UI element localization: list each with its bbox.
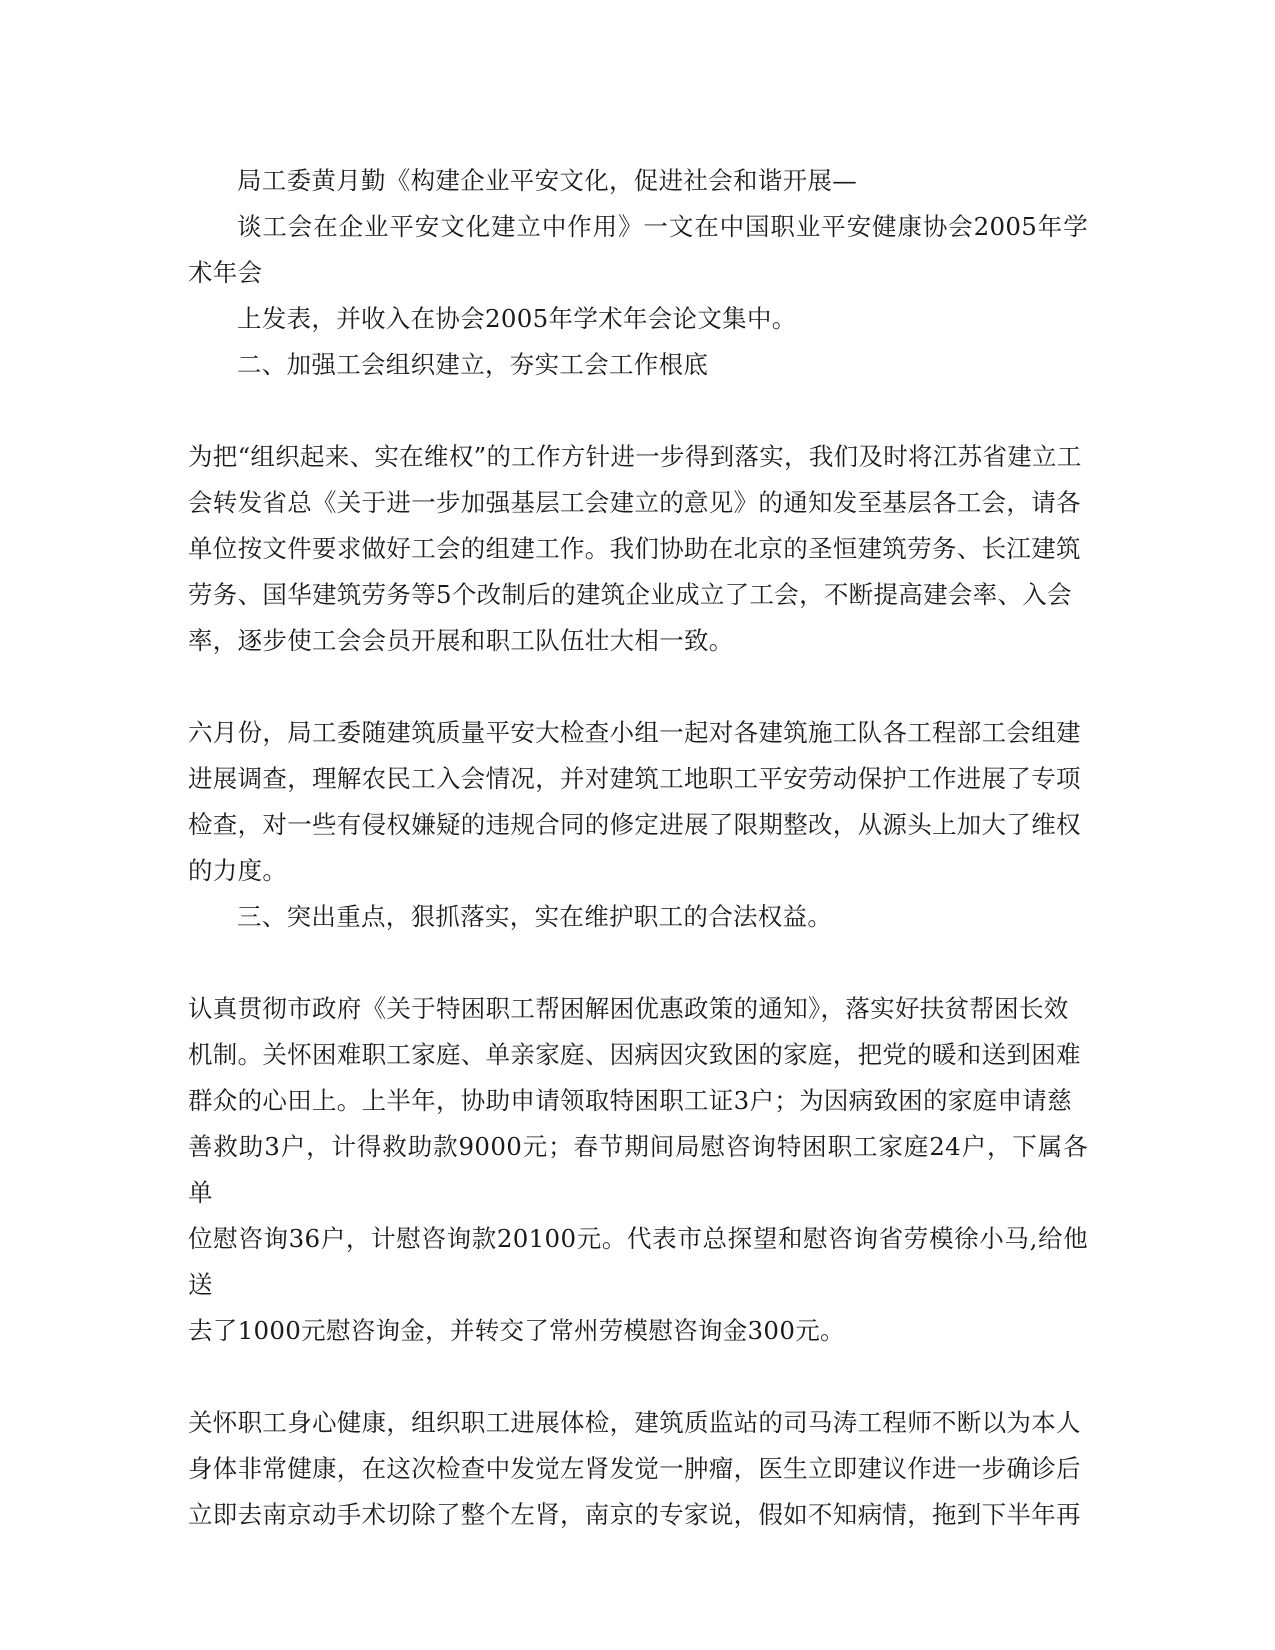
text-line: 谈工会在企业平安文化建立中作用》一文在中国职业平安健康协会2005年学术年会 — [188, 212, 1088, 287]
text-line: 关怀职工身心健康，组织职工进展体检，建筑质监站的司马涛工程师不断以为本人 — [188, 1408, 1081, 1437]
text-line: 三、突出重点，狠抓落实，实在维护职工的合法权益。 — [237, 902, 833, 931]
text-line: 会转发省总《关于进一步加强基层工会建立的意见》的通知发至基层各工会，请各 — [188, 488, 1081, 517]
text-line: 群众的心田上。上半年，协助申请领取特困职工证3户；为因病致困的家庭申请慈 — [188, 1086, 1072, 1115]
text-line: 位慰咨询36户，计慰咨询款20100元。代表市总探望和慰咨询省劳模徐小马,给他送 — [188, 1224, 1088, 1299]
text-line: 为把“组织起来、实在维权”的工作方针进一步得到落实，我们及时将江苏省建立工 — [188, 442, 1082, 471]
document-body — [188, 158, 1088, 1538]
text-line: 六月份，局工委随建筑质量平安大检查小组一起对各建筑施工队各工程部工会组建 — [188, 718, 1081, 747]
text-line: 二、加强工会组织建立，夯实工会工作根底 — [237, 350, 709, 379]
paragraph — [188, 986, 1088, 1354]
text-line: 局工委黄月勤《构建企业平安文化，促进社会和谐开展— — [237, 166, 857, 195]
paragraph — [188, 158, 1088, 342]
text-line: 上发表，并收入在协会2005年学术年会论文集中。 — [237, 304, 797, 333]
text-line: 立即去南京动手术切除了整个左肾，南京的专家说，假如不知病情，拖到下半年再 — [188, 1500, 1081, 1529]
text-line: 进展调查，理解农民工入会情况，并对建筑工地职工平安劳动保护工作进展了专项 — [188, 764, 1081, 793]
text-line: 善救助3户，计得救助款9000元；春节期间局慰咨询特困职工家庭24户，下属各单 — [188, 1132, 1088, 1207]
text-line: 身体非常健康，在这次检查中发觉左肾发觉一肿瘤，医生立即建议作进一步确诊后 — [188, 1454, 1081, 1483]
text-line: 劳务、国华建筑劳务等5个改制后的建筑企业成立了工会，不断提高建会率、入会 — [188, 580, 1072, 609]
paragraph — [188, 1400, 1088, 1538]
text-line: 单位按文件要求做好工会的组建工作。我们协助在北京的圣恒建筑劳务、长江建筑 — [188, 534, 1081, 563]
text-line: 检查，对一些有侵权嫌疑的违规合同的修定进展了限期整改，从源头上加大了维权 — [188, 810, 1081, 839]
text-line: 去了1000元慰咨询金，并转交了常州劳模慰咨询金300元。 — [188, 1316, 845, 1345]
text-line: 认真贯彻市政府《关于特困职工帮困解困优惠政策的通知》，落实好扶贫帮困长效 — [188, 994, 1069, 1023]
text-line: 机制。关怀困难职工家庭、单亲家庭、因病因灾致困的家庭，把党的暖和送到困难 — [188, 1040, 1081, 1069]
section-heading — [188, 342, 1088, 388]
paragraph — [188, 434, 1088, 664]
text-line: 率，逐步使工会会员开展和职工队伍壮大相一致。 — [188, 626, 734, 655]
paragraph — [188, 710, 1088, 894]
text-line: 的力度。 — [188, 856, 288, 885]
section-heading — [188, 894, 1088, 940]
